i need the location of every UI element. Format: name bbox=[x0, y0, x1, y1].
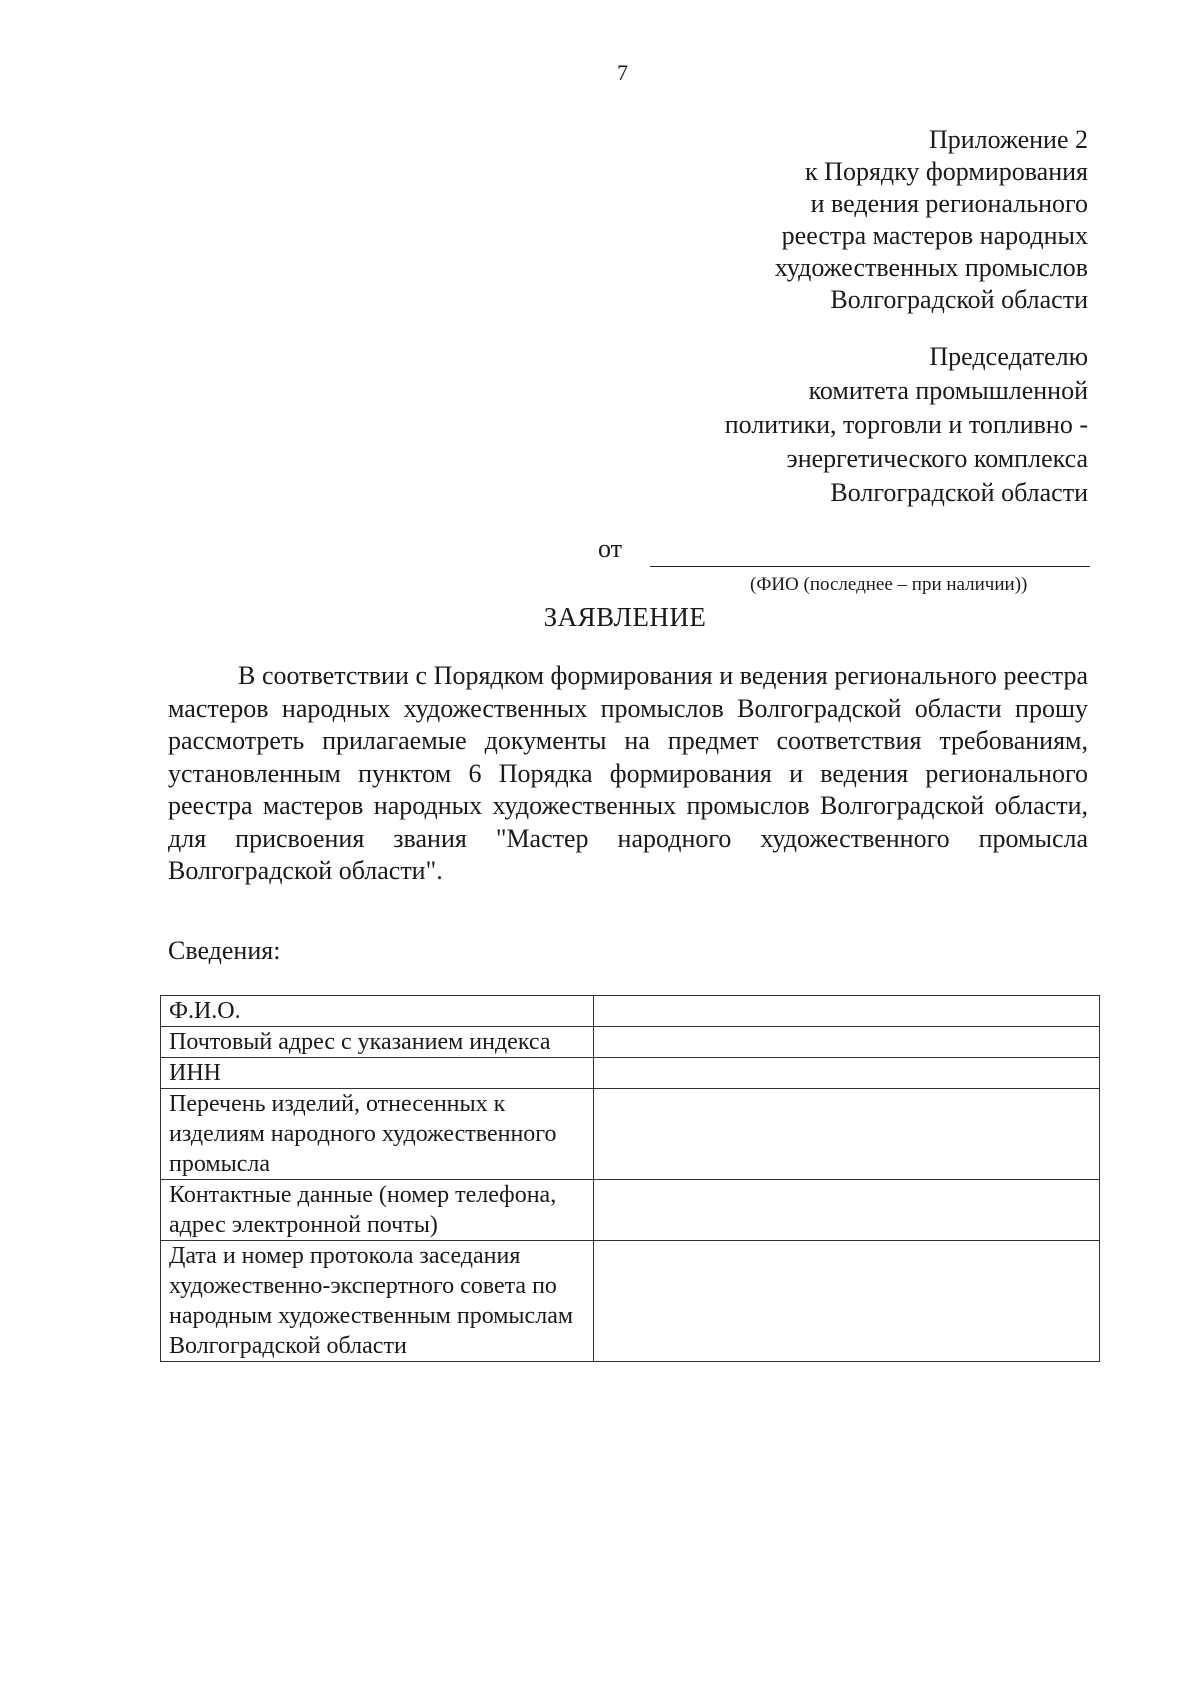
row-value[interactable] bbox=[594, 1241, 1100, 1362]
table-row bbox=[161, 1241, 1100, 1362]
from-name-blank[interactable] bbox=[650, 566, 1090, 567]
row-label: Ф.И.О. bbox=[161, 996, 594, 1027]
table-row bbox=[161, 996, 1100, 1027]
addressee-line: энергетического комплекса bbox=[786, 444, 1088, 473]
appendix-header bbox=[775, 124, 1088, 316]
row-value[interactable] bbox=[594, 1180, 1100, 1241]
appendix-line: Волгоградской области bbox=[830, 285, 1088, 314]
row-label: Дата и номер протокола заседания художественно-экспертного совета по народным художественным промыслам Волгоградской области bbox=[161, 1241, 594, 1362]
info-table bbox=[160, 995, 1100, 1362]
table-row bbox=[161, 1027, 1100, 1058]
appendix-line: и ведения регионального bbox=[810, 189, 1088, 218]
row-label: Контактные данные (номер телефона, адрес электронной почты) bbox=[161, 1180, 594, 1241]
appendix-line: к Порядку формирования bbox=[805, 157, 1088, 186]
application-body: В соответствии с Порядком формирования и ведения регионального реестра мастеров народных художественных промыслов Волгоградской области прошу рассмотреть прилагаемые документы на предмет соответствия требованиям, установленным пунктом 6 Порядка формирования и ведения регионального реестра мастеров народных художественных промыслов Волгоградской области, для присвоения звания "Мастер народного художественного промысла Волгоградской области". bbox=[168, 661, 1088, 885]
row-value[interactable] bbox=[594, 1058, 1100, 1089]
row-label: Почтовый адрес с указанием индекса bbox=[161, 1027, 594, 1058]
row-label: Перечень изделий, отнесенных к изделиям народного художественного промысла bbox=[161, 1089, 594, 1180]
appendix-line: художественных промыслов bbox=[774, 253, 1088, 282]
page-number: 7 bbox=[617, 60, 628, 85]
addressee-block bbox=[725, 340, 1088, 510]
row-value[interactable] bbox=[594, 1027, 1100, 1058]
addressee-line: Председателю bbox=[929, 342, 1088, 371]
row-value[interactable] bbox=[594, 996, 1100, 1027]
table-row bbox=[161, 1089, 1100, 1180]
addressee-line: Волгоградской области bbox=[830, 478, 1088, 507]
table-row bbox=[161, 1180, 1100, 1241]
addressee-line: политики, торговли и топливно - bbox=[724, 410, 1088, 439]
appendix-line: реестра мастеров народных bbox=[781, 221, 1088, 250]
row-label: ИНН bbox=[161, 1058, 594, 1089]
appendix-line: Приложение 2 bbox=[928, 125, 1088, 154]
from-label: от bbox=[598, 534, 623, 563]
from-hint: (ФИО (последнее – при наличии)) bbox=[750, 574, 1028, 595]
table-row bbox=[161, 1058, 1100, 1089]
row-value[interactable] bbox=[594, 1089, 1100, 1180]
addressee-line: комитета промышленной bbox=[808, 376, 1088, 405]
document-title: ЗАЯВЛЕНИЕ bbox=[543, 602, 707, 632]
info-label: Сведения: bbox=[168, 936, 281, 965]
